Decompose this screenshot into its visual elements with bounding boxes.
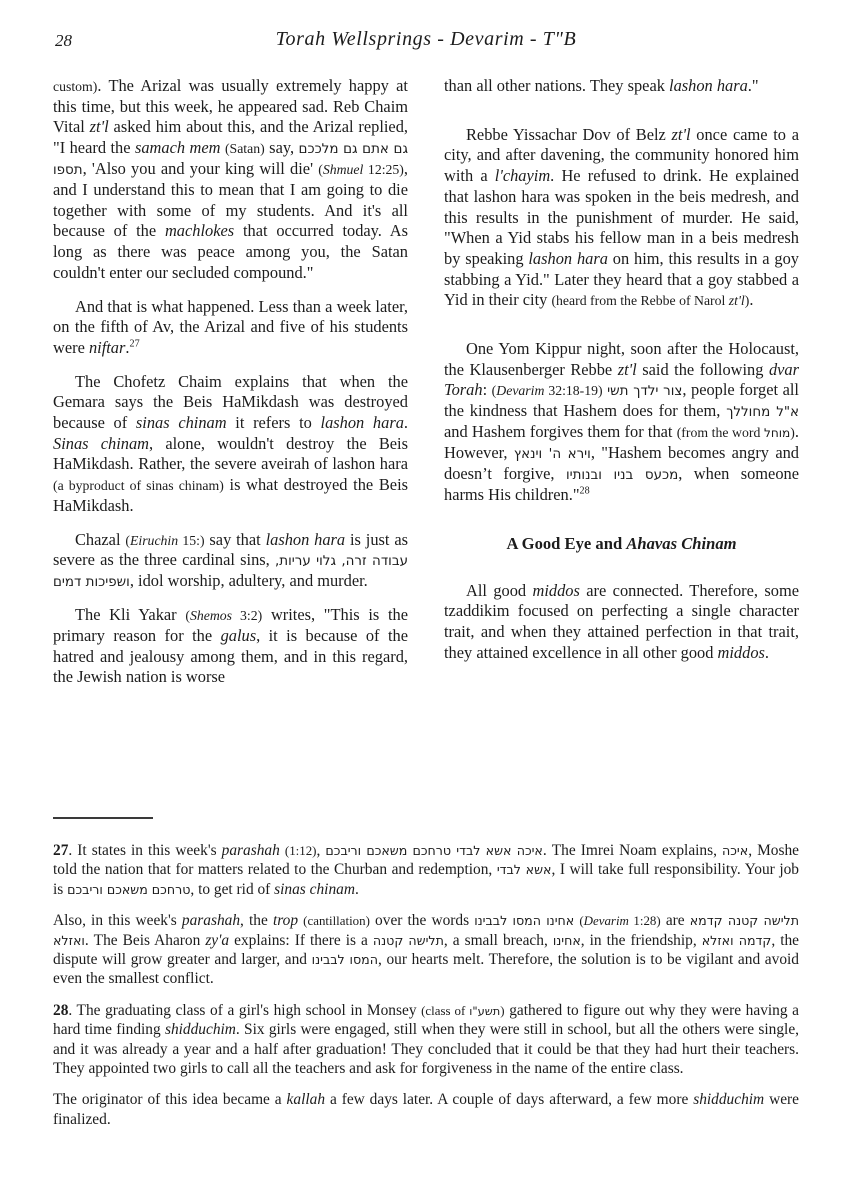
text-run: , I will take full responsibility. Your job is bbox=[53, 861, 799, 898]
text-run: 15:) bbox=[178, 532, 205, 548]
text-run: is just as severe as the three cardinal sins, bbox=[53, 529, 408, 570]
text-run: niftar bbox=[88, 337, 126, 357]
text-run: were finalized. bbox=[53, 1091, 799, 1128]
text-run: המסו לבבינו bbox=[311, 952, 378, 968]
text-run: . It states in this week's bbox=[68, 842, 222, 859]
text-run: lashon hara bbox=[320, 413, 404, 433]
text-run: The originator of this idea became a bbox=[53, 1091, 287, 1109]
text-run: (1:12) bbox=[284, 843, 317, 858]
text-run: 27 bbox=[53, 842, 69, 859]
text-run: (from the word bbox=[676, 425, 764, 441]
text-run: Shmuel bbox=[322, 162, 364, 178]
text-column-right bbox=[444, 76, 799, 691]
text-run: , to get rid of bbox=[190, 880, 275, 898]
text-run: . However, bbox=[444, 422, 799, 463]
text-run: אשא לבדי bbox=[496, 862, 552, 878]
text-run: 28 bbox=[579, 485, 590, 497]
text-run: once came to a city, and after davening, the community honored him with a bbox=[444, 124, 799, 186]
text-run: (class of bbox=[421, 1002, 470, 1018]
paragraph bbox=[53, 530, 408, 593]
page-number: 28 bbox=[55, 31, 72, 50]
text-run: עבודה זרה, גלוי עריות, ושפיכות דמים bbox=[53, 554, 409, 591]
text-run: 28 bbox=[53, 1001, 69, 1019]
text-run: Sinas chinam bbox=[53, 433, 150, 453]
text-run: a few days later. A couple of days afterward, a few more bbox=[325, 1091, 694, 1109]
text-run: Eiruchin bbox=[129, 532, 179, 548]
text-run: . Six girls were engaged, still when they were still in school, but all the others were single, and it was already a year and a half after graduation! They concluded that it could be that they had hurt their teachers. They appointed two girls to call all the teachers and ask for forgiveness in the name of the entire class. bbox=[53, 1021, 800, 1078]
paragraph bbox=[53, 1090, 799, 1129]
text-run: say, bbox=[264, 138, 299, 158]
text-run: sinas chinam bbox=[274, 880, 355, 898]
text-run: shidduchim bbox=[164, 1021, 236, 1039]
text-run: is what destroyed the Beis HaMikdash. bbox=[53, 475, 409, 515]
text-run: גם אתם גם מלככם תספו bbox=[53, 142, 408, 179]
text-run: (a byproduct of sinas chinam) bbox=[53, 478, 224, 494]
text-run: . bbox=[125, 337, 130, 357]
text-run: 27 bbox=[129, 338, 140, 350]
text-run: ." bbox=[747, 76, 759, 95]
text-run: ( bbox=[491, 383, 497, 399]
text-run: The Kli Yakar bbox=[75, 605, 186, 625]
text-run: מוחל bbox=[763, 426, 791, 441]
text-run: parashah bbox=[181, 912, 241, 930]
text-run: , 'Also you and your king will die' bbox=[82, 159, 319, 179]
paragraph bbox=[53, 911, 799, 989]
text-run: . The Arizal was usually extremely happy at this time, but this week, he appeared sad. Reb Chaim Vital bbox=[53, 76, 408, 137]
text-run: kallah bbox=[286, 1091, 326, 1109]
text-run: than all other nations. They speak bbox=[444, 76, 670, 95]
text-run: middos bbox=[717, 642, 765, 662]
text-run: א"ל מחוללך bbox=[726, 405, 800, 421]
text-run: Shemos bbox=[189, 608, 232, 624]
text-run: zt'l bbox=[617, 359, 637, 379]
text-run: The Chofetz Chaim explains that when the Gemara says the Beis HaMikdash was destroyed because of bbox=[53, 371, 408, 433]
text-run: . bbox=[749, 290, 754, 310]
text-run: , people forget all the kindness that Hashem does for them, bbox=[444, 380, 799, 421]
text-run: אחינו bbox=[552, 932, 581, 948]
text-run: , a small breach, bbox=[443, 931, 553, 949]
text-run: are connected. Therefore, some tzaddikim focused on perfecting a single character trait, and when they attained perfection in that trait, they attained excellence in all other good bbox=[444, 580, 799, 662]
document-title: Torah Wellsprings - Devarim - T"B bbox=[275, 28, 577, 50]
text-run: said the following bbox=[636, 359, 769, 379]
text-run: קדמה ואזלא bbox=[701, 932, 772, 948]
text-run: Ahavas Chinam bbox=[626, 533, 737, 553]
text-run: dvar Torah bbox=[444, 359, 799, 400]
paragraph bbox=[53, 605, 408, 688]
text-run: custom) bbox=[53, 79, 98, 94]
paragraph bbox=[53, 297, 408, 359]
text-run: explains: If there is a bbox=[229, 931, 373, 949]
paragraph bbox=[53, 372, 408, 517]
text-run: Rebbe Yissachar Dov of Belz bbox=[466, 124, 672, 144]
text-run: Also, in this week's bbox=[53, 912, 182, 930]
text-run: asked him about this, and the Arizal replied, "I heard the bbox=[53, 117, 409, 158]
paragraph bbox=[444, 76, 799, 97]
text-run: shidduchim bbox=[693, 1091, 765, 1109]
text-run: , the dispute will grow greater and larger, and bbox=[53, 931, 800, 969]
text-run: . He refused to drink. He explained that lashon hara was spoken in the beis medresh, and this results in the punishment of murder. He said, "When a Yid stabs his fellow man in a beis medresh by speaking bbox=[444, 166, 799, 268]
text-run: ) bbox=[790, 425, 795, 441]
text-run: (Satan) bbox=[224, 141, 265, 157]
text-run: ( bbox=[185, 608, 190, 624]
text-run: , bbox=[316, 842, 326, 859]
text-run: samach mem bbox=[134, 138, 221, 158]
text-run: 1:28) bbox=[628, 913, 661, 929]
text-run: , Moshe told the nation that for matters related to the Churban and redemption, bbox=[53, 842, 799, 879]
text-run: zt'l bbox=[728, 293, 745, 309]
text-run: machlokes bbox=[164, 221, 235, 241]
text-run: say that bbox=[204, 529, 266, 549]
text-run: , our hearts melt. Therefore, the solution is to be vigilant and avoid even the smallest conflict. bbox=[53, 951, 799, 988]
paragraph bbox=[53, 841, 799, 899]
text-run: Devarim bbox=[583, 913, 629, 929]
text-run: . bbox=[764, 642, 769, 662]
text-run: sinas chinam bbox=[135, 413, 227, 433]
text-run: And that is what happened. Less than a week later, on the fifth of Av, the Arizal and five of his students were bbox=[53, 296, 408, 357]
paragraph bbox=[444, 339, 799, 506]
text-run: אחינו המסו לבבינו bbox=[474, 913, 575, 929]
text-run: . The graduating class of a girl's high school in Monsey bbox=[68, 1001, 422, 1019]
two-column-body bbox=[53, 76, 799, 811]
paragraph bbox=[444, 581, 799, 664]
text-run: תשע"ו bbox=[469, 1003, 501, 1018]
text-run: . The Imrei Noam explains, bbox=[542, 842, 723, 859]
text-run: , and I understand this to mean that I am going to die together with some of my students. And it's all because of the bbox=[53, 159, 408, 241]
text-run: it refers to bbox=[226, 413, 321, 433]
text-run: , when someone harms His children." bbox=[444, 464, 799, 505]
paragraph bbox=[53, 76, 408, 284]
text-run: 32:18-19) bbox=[544, 383, 603, 399]
text-run: ) bbox=[500, 1002, 505, 1018]
text-run: over the words bbox=[369, 912, 475, 930]
text-run: zt'l bbox=[671, 124, 691, 144]
paragraph bbox=[444, 125, 799, 311]
text-run: All good bbox=[466, 580, 533, 600]
text-run: ( bbox=[125, 532, 130, 548]
text-run: that occurred today. As long as there was peace among you, the Satan couldn't enter our secluded compound." bbox=[53, 221, 408, 282]
text-run: תלישה קטנה bbox=[372, 932, 444, 948]
text-run: lashon hara bbox=[528, 248, 608, 268]
text-run: , in the friendship, bbox=[580, 931, 702, 949]
text-run: תלישה קטנה קדמא ואזלא bbox=[53, 913, 799, 948]
text-run: One Yom Kippur night, soon after the Holocaust, the Klausenberger Rebbe bbox=[444, 339, 799, 379]
text-run: צור ילדך תשי bbox=[607, 384, 683, 400]
text-run: zy'a bbox=[205, 931, 230, 949]
text-run: (cantillation) bbox=[303, 913, 370, 929]
paragraph bbox=[53, 1001, 799, 1079]
text-run: מכעס בניו ובנותיו bbox=[565, 468, 679, 484]
text-run: 12:25) bbox=[363, 162, 404, 178]
text-run: are bbox=[660, 912, 690, 930]
text-run: . bbox=[354, 880, 359, 898]
text-run: איכה bbox=[722, 843, 749, 858]
text-run: writes, "This is the primary reason for the bbox=[53, 605, 408, 645]
text-run: וירא ה' וינאץ bbox=[513, 447, 591, 463]
text-run: 3:2) bbox=[232, 608, 263, 624]
text-run: ( bbox=[318, 162, 323, 178]
text-run: (heard from the Rebbe of Narol bbox=[551, 293, 729, 309]
text-run: on him, this results in a goy stabbing a Yid." Later they heard that a goy stabbed a Yid in their city bbox=[444, 248, 799, 310]
text-run: middos bbox=[532, 580, 580, 600]
page-header bbox=[53, 24, 799, 58]
text-run: lashon hara bbox=[669, 76, 748, 95]
text-run: , it is because of the hatred and jealousy among them, and in this regard, the Jewish nation is worse bbox=[53, 625, 408, 687]
text-run: ) bbox=[744, 293, 750, 309]
text-run: . The Beis Aharon bbox=[84, 931, 206, 949]
text-run: zt'l bbox=[89, 117, 109, 137]
text-run: טרחכם משאכם וריבכם bbox=[67, 881, 191, 897]
text-run: trop bbox=[272, 912, 299, 930]
text-run: , alone, wouldn't destroy the Beis HaMikdash. Rather, the severe aveirah of lashon hara bbox=[53, 433, 408, 474]
text-run: , "Hashem becomes angry and doesn’t forgive, bbox=[444, 443, 799, 484]
text-run: galus bbox=[220, 625, 257, 645]
text-run: A Good Eye and bbox=[506, 533, 627, 553]
text-run: , idol worship, adultery, and murder. bbox=[129, 571, 368, 591]
text-run: l'chayim bbox=[494, 166, 551, 186]
footnote-separator bbox=[53, 817, 153, 819]
text-run: ( bbox=[579, 913, 584, 929]
text-run: parashah bbox=[221, 842, 280, 859]
text-run: lashon hara bbox=[265, 529, 346, 549]
text-run: and Hashem forgives them for that bbox=[444, 422, 677, 442]
text-run: : bbox=[482, 380, 492, 400]
footnotes-body bbox=[53, 841, 799, 1129]
text-run: . bbox=[403, 413, 408, 433]
text-run: Chazal bbox=[75, 529, 126, 549]
text-column-left bbox=[53, 76, 408, 701]
text-run: Devarim bbox=[496, 383, 545, 399]
text-run: , the bbox=[240, 912, 273, 930]
text-run: gathered to figure out why they were having a hard time finding bbox=[53, 1001, 799, 1039]
text-run: איכה אשא לבדי טרחכם משאכם וריבכם bbox=[325, 843, 543, 858]
footnotes-section bbox=[53, 817, 799, 1129]
section-heading bbox=[444, 534, 799, 555]
